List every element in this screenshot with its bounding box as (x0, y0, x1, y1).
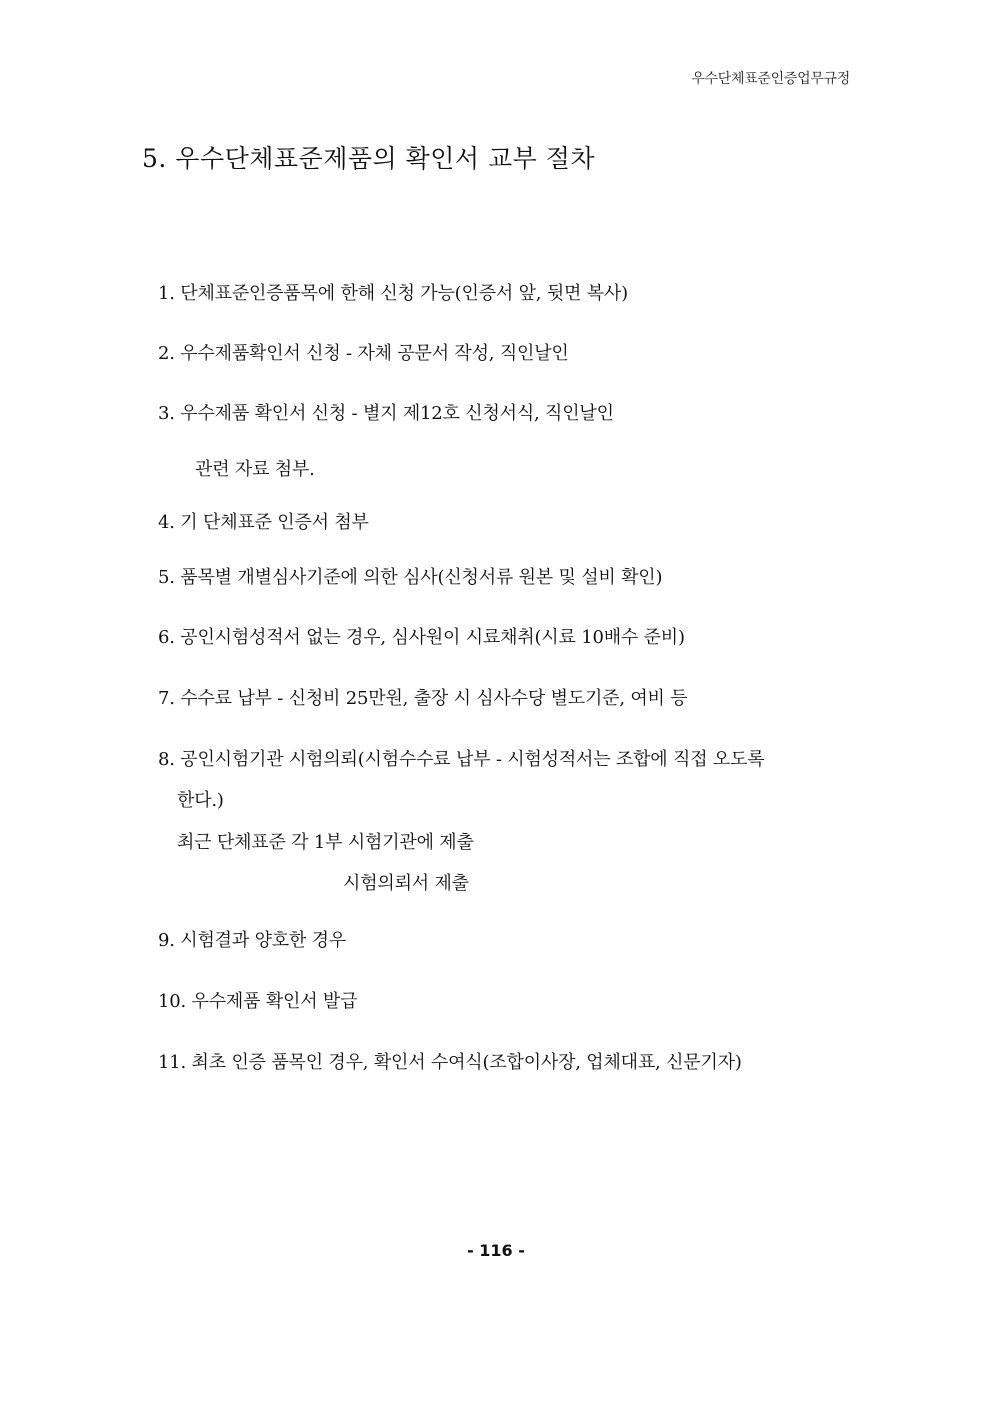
step-5: 5. 품목별 개별심사기준에 의한 심사(신청서류 원본 및 설비 확인) (158, 567, 663, 588)
step-7: 7. 수수료 납부 - 신청비 25만원, 출장 시 심사수당 별도기준, 여비 등 (158, 688, 688, 709)
page-number: - 116 - (467, 1241, 525, 1260)
step-8-note: 최근 단체표준 각 1부 시험기관에 제출 (177, 832, 474, 853)
section-title: 5. 우수단체표준제품의 확인서 교부 절차 (142, 144, 596, 173)
step-8-continuation: 한다.) (177, 790, 224, 811)
step-1: 1. 단체표준인증품목에 한해 신청 가능(인증서 앞, 뒷면 복사) (158, 283, 628, 304)
step-8: 8. 공인시험기관 시험의뢰(시험수수료 납부 - 시험성적서는 조합에 직접 오도록 (158, 749, 765, 770)
running-header: 우수단체표준인증업무규정 (691, 71, 850, 87)
step-8-note: 시험의뢰서 제출 (343, 873, 469, 894)
step-10: 10. 우수제품 확인서 발급 (158, 991, 358, 1012)
step-3: 3. 우수제품 확인서 신청 - 별지 제12호 신청서식, 직인날인 (158, 403, 614, 424)
step-3-continuation: 관련 자료 첨부. (195, 459, 315, 480)
step-9: 9. 시험결과 양호한 경우 (158, 930, 347, 951)
step-4: 4. 기 단체표준 인증서 첨부 (158, 512, 369, 533)
step-2: 2. 우수제품확인서 신청 - 자체 공문서 작성, 직인날인 (158, 343, 569, 364)
step-6: 6. 공인시험성적서 없는 경우, 심사원이 시료채취(시료 10배수 준비) (158, 627, 685, 648)
step-11: 11. 최초 인증 품목인 경우, 확인서 수여식(조합이사장, 업체대표, 신문기자) (158, 1052, 742, 1073)
